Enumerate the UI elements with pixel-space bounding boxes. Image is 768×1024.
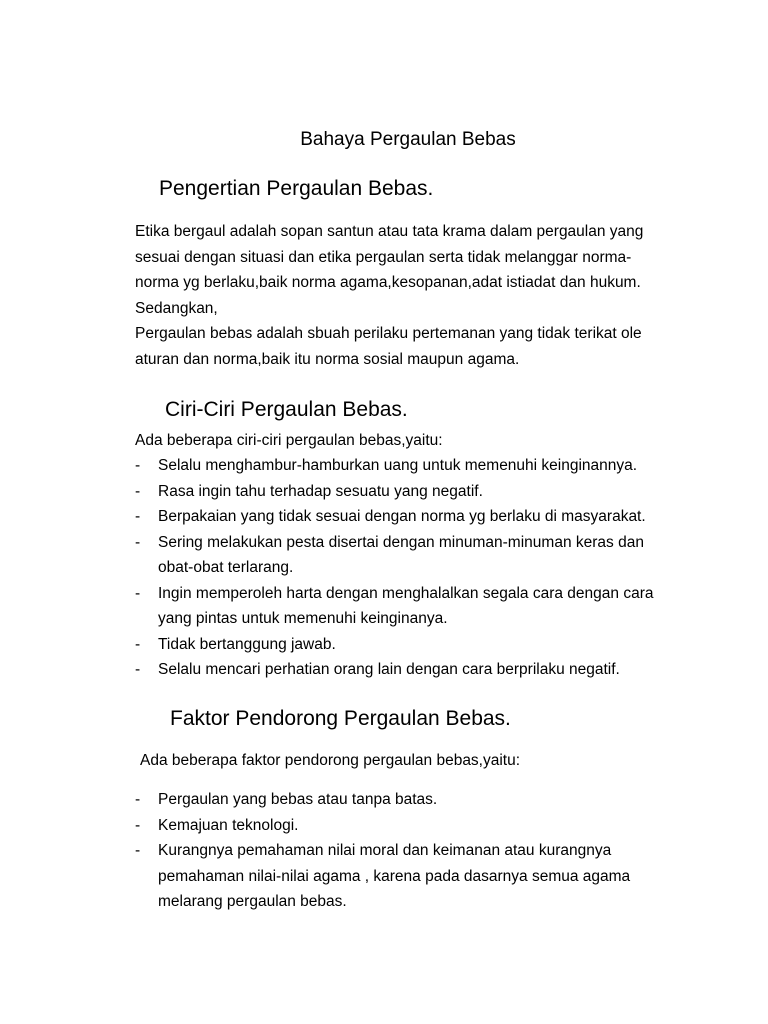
document-title: Bahaya Pergaulan Bebas xyxy=(300,129,516,150)
section-heading-ciri-ciri: Ciri-Ciri Pergaulan Bebas. xyxy=(165,398,408,421)
bullet-dash: - xyxy=(135,584,141,602)
section-heading-pengertian: Pengertian Pergaulan Bebas. xyxy=(159,177,434,200)
list-item xyxy=(135,632,675,658)
section-heading-faktor-pendorong: Faktor Pendorong Pergaulan Bebas. xyxy=(170,707,511,730)
bullet-dash: - xyxy=(135,457,141,474)
bullet-dash: - xyxy=(135,508,141,525)
list-item xyxy=(135,479,675,505)
paragraph: Sedangkan, xyxy=(135,299,218,317)
bullet-dash: - xyxy=(135,533,141,551)
paragraph: Pergaulan bebas adalah sbuah perilaku pertemanan yang tidak terikat ole aturan dan norma,baik itu norma sosial maupun agama. xyxy=(135,325,642,368)
list-item-text: Kurangnya pemahaman nilai moral dan keimanan atau kurangnya pemahaman nilai-nilai agama , karena pada dasarnya semua agama melarang pergaulan bebas. xyxy=(158,842,631,910)
list-item-text: Rasa ingin tahu terhadap sesuatu yang negatif. xyxy=(158,482,483,500)
bullet-dash: - xyxy=(135,635,141,653)
bullet-dash: - xyxy=(135,661,141,678)
bullet-dash: - xyxy=(135,482,141,500)
list-item-text: Selalu mencari perhatian orang lain dengan cara berprilaku negatif. xyxy=(158,661,620,678)
list-item-text: Sering melakukan pesta disertai dengan minuman-minuman keras dan obat-obat terlarang. xyxy=(158,533,644,576)
list-item xyxy=(135,581,675,632)
list-item-text: Berpakaian yang tidak sesuai dengan norma yg berlaku di masyarakat. xyxy=(158,508,646,525)
list-item xyxy=(135,838,675,915)
list-item-text: Pergaulan yang bebas atau tanpa batas. xyxy=(158,791,438,808)
section-intro-ciri-ciri: Ada beberapa ciri-ciri pergaulan bebas,yaitu: xyxy=(135,432,443,449)
faktor-pendorong-list xyxy=(135,787,675,915)
list-item xyxy=(135,453,675,479)
paragraph: Etika bergaul adalah sopan santun atau tata krama dalam pergaulan yang sesuai dengan situasi dan etika pergaulan serta tidak melanggar norma-norma yg berlaku,baik norma agama,kesopanan,adat istiadat dan hukum. xyxy=(135,223,644,291)
section-intro-faktor-pendorong: Ada beberapa faktor pendorong pergaulan bebas,yaitu: xyxy=(140,752,521,769)
list-item-text: Selalu menghambur-hamburkan uang untuk memenuhi keinginannya. xyxy=(158,457,638,474)
list-item xyxy=(135,813,675,839)
list-item xyxy=(135,504,675,530)
bullet-dash: - xyxy=(135,816,141,834)
list-item xyxy=(135,530,675,581)
bullet-dash: - xyxy=(135,842,141,859)
bullet-dash: - xyxy=(135,791,141,808)
list-item xyxy=(135,787,675,813)
list-item-text: Ingin memperoleh harta dengan menghalalkan segala cara dengan cara yang pintas untuk memenuhi keinginanya. xyxy=(158,584,654,627)
list-item xyxy=(135,657,675,683)
ciri-ciri-list xyxy=(135,453,675,683)
section-body-pengertian xyxy=(135,219,675,372)
list-item-text: Kemajuan teknologi. xyxy=(158,816,299,834)
list-item-text: Tidak bertanggung jawab. xyxy=(158,635,336,653)
